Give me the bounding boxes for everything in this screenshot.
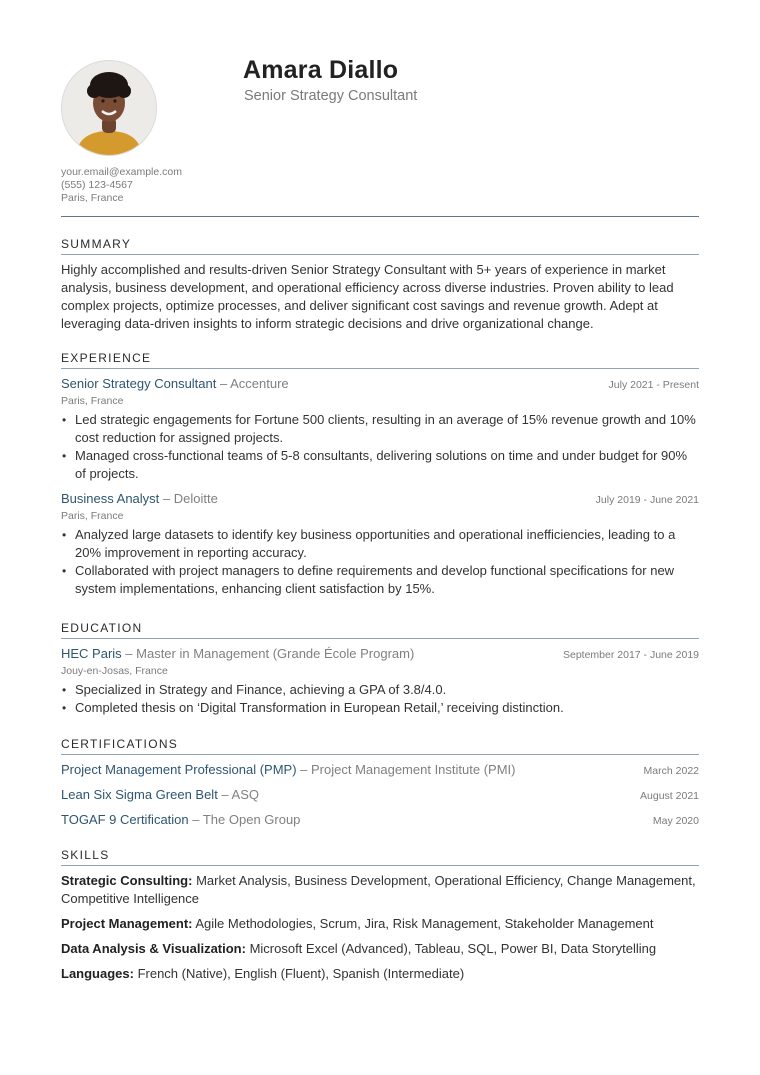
avatar-photo-icon <box>62 61 156 155</box>
experience-section <box>61 351 699 598</box>
list-item: • Specialized in Strategy and Finance, achieving a GPA of 3.8/4.0. <box>62 682 447 697</box>
education-heading: EDUCATION <box>61 621 699 639</box>
job-role: Senior Strategy Consultant <box>61 376 217 391</box>
skill-item <box>61 915 699 933</box>
job-date: July 2019 - June 2021 <box>595 494 699 506</box>
job-entry <box>61 375 699 483</box>
header-divider <box>61 216 699 217</box>
cert-date: May 2020 <box>652 815 699 827</box>
job-location: Paris, France <box>61 510 124 522</box>
skill-item <box>61 872 699 908</box>
job-entry <box>61 490 699 598</box>
cert-name: Project Management Professional (PMP) <box>61 762 297 777</box>
cert-name: TOGAF 9 Certification <box>61 812 189 827</box>
certification-item <box>61 786 699 811</box>
bullet-icon: • <box>62 701 67 715</box>
certification-item <box>61 761 699 786</box>
education-location: Jouy-en-Josas, France <box>61 665 168 677</box>
skill-label: Data Analysis & Visualization: <box>61 941 246 956</box>
summary-text: Highly accomplished and results-driven Senior Strategy Consultant with 5+ years of experience in market analysis, business development, and operational efficiency across diverse industries. Proven ability to lead complex projects, optimize processes, and deliver significant cost savings and revenue growth. Adept at leveraging data-driven insights to inform strategic decisions and drive organizational change. <box>61 262 674 331</box>
skill-value: Market Analysis, Business Development, Operational Efficiency, Change Management, Competitive Intelligence <box>61 873 696 906</box>
list-item: • Led strategic engagements for Fortune 500 clients, resulting in an average of 15% revenue growth and 10% cost reduction for assigned projects. <box>62 412 696 445</box>
list-item: • Managed cross-functional teams of 5-8 consultants, delivering solutions on time and under budget for 90% of projects. <box>62 448 688 481</box>
skill-label: Languages: <box>61 966 134 981</box>
email-text: your.email@example.com <box>61 166 182 178</box>
contact-info <box>61 166 182 205</box>
job-company: – Accenture <box>216 376 289 391</box>
bullet-icon: • <box>62 528 67 542</box>
summary-section <box>61 237 699 333</box>
skill-label: Strategic Consulting: <box>61 873 193 888</box>
list-item: • Collaborated with project managers to define requirements and develop functional specifications for new system implementations, enhancing client satisfaction by 15%. <box>62 563 675 596</box>
skill-item <box>61 965 699 983</box>
bullet-icon: • <box>62 449 67 463</box>
location-text: Paris, France <box>61 192 124 204</box>
cert-date: March 2022 <box>643 765 699 777</box>
job-location: Paris, France <box>61 395 124 407</box>
experience-heading: EXPERIENCE <box>61 351 699 369</box>
summary-heading: SUMMARY <box>61 237 699 255</box>
job-bullets <box>61 411 699 483</box>
cert-issuer: – Project Management Institute (PMI) <box>296 762 516 777</box>
certifications-heading: CERTIFICATIONS <box>61 737 699 755</box>
skill-value: French (Native), English (Fluent), Spanish (Intermediate) <box>133 966 465 981</box>
cert-name: Lean Six Sigma Green Belt <box>61 787 218 802</box>
job-bullets <box>61 526 699 598</box>
bullet-icon: • <box>62 413 67 427</box>
list-item: • Completed thesis on ‘Digital Transformation in European Retail,’ receiving distinction. <box>62 700 564 715</box>
skill-value: Agile Methodologies, Scrum, Jira, Risk Management, Stakeholder Management <box>192 916 654 931</box>
list-item: • Analyzed large datasets to identify key business opportunities and operational inefficiencies, leading to a 20% improvement in reporting accuracy. <box>62 527 676 560</box>
school-name: HEC Paris <box>61 646 122 661</box>
job-date: July 2021 - Present <box>608 379 699 391</box>
skills-section <box>61 848 699 990</box>
cert-issuer: – ASQ <box>217 787 260 802</box>
skill-item <box>61 940 699 958</box>
bullet-icon: • <box>62 564 67 578</box>
phone-text: (555) 123-4567 <box>61 179 133 191</box>
bullet-icon: • <box>62 683 67 697</box>
candidate-title: Senior Strategy Consultant <box>244 88 418 104</box>
certification-item <box>61 811 699 836</box>
education-section <box>61 621 699 717</box>
job-company: – Deloitte <box>159 491 218 506</box>
cert-date: August 2021 <box>640 790 699 802</box>
degree-name: – Master in Management (Grande École Program) <box>121 646 415 661</box>
skill-value: Microsoft Excel (Advanced), Tableau, SQL, Power BI, Data Storytelling <box>245 941 657 956</box>
education-date: September 2017 - June 2019 <box>562 649 699 661</box>
education-bullets <box>61 681 699 717</box>
cert-issuer: – The Open Group <box>188 812 301 827</box>
candidate-name: Amara Diallo <box>243 56 399 84</box>
skill-label: Project Management: <box>61 916 193 931</box>
certifications-section <box>61 737 699 836</box>
job-role: Business Analyst <box>61 491 160 506</box>
profile-photo <box>61 60 157 156</box>
skills-heading: SKILLS <box>61 848 699 866</box>
